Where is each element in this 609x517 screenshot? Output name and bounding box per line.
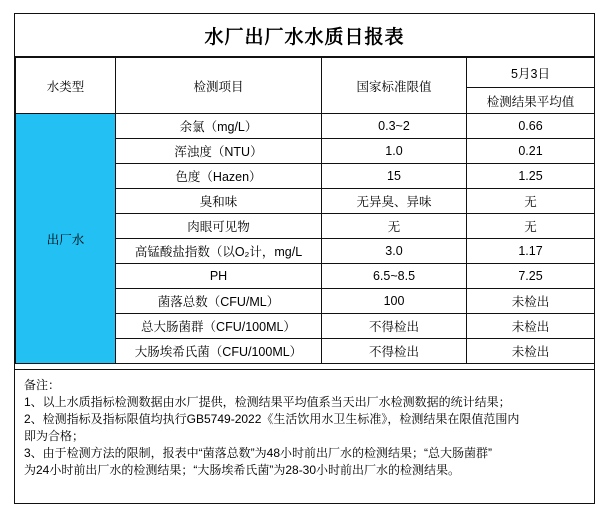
notes-section bbox=[15, 369, 594, 503]
water-quality-table bbox=[15, 57, 595, 364]
row-limit: 100 bbox=[322, 289, 467, 314]
row-result: 7.25 bbox=[467, 264, 595, 289]
table-header-row bbox=[16, 58, 595, 88]
row-limit: 无 bbox=[322, 214, 467, 239]
row-item: 大肠埃希氏菌（CFU/100ML） bbox=[116, 339, 322, 364]
header-test-item: 检测项目 bbox=[116, 58, 322, 114]
row-limit: 不得检出 bbox=[322, 314, 467, 339]
row-result: 未检出 bbox=[467, 339, 595, 364]
report-title-row bbox=[15, 14, 594, 57]
notes-line-1: 1、以上水质指标检测数据由水厂提供，检测结果平均值系当天出厂水检测数据的统计结果； bbox=[24, 395, 511, 409]
row-result: 0.21 bbox=[467, 139, 595, 164]
row-item: 总大肠菌群（CFU/100ML） bbox=[116, 314, 322, 339]
row-item: 余氯（mg/L） bbox=[116, 114, 322, 139]
water-type-value: 出厂水 bbox=[16, 114, 116, 364]
row-limit: 15 bbox=[322, 164, 467, 189]
row-item: 色度（Hazen） bbox=[116, 164, 322, 189]
row-item: PH bbox=[116, 264, 322, 289]
page-title: 水厂出厂水水质日报表 bbox=[204, 26, 405, 48]
row-limit: 3.0 bbox=[322, 239, 467, 264]
notes-line-4: 3、由于检测方法的限制，报表中“菌落总数”为48小时前出厂水的检测结果；“总大肠菌群” bbox=[24, 446, 493, 460]
row-result: 无 bbox=[467, 189, 595, 214]
row-result: 0.66 bbox=[467, 114, 595, 139]
header-water-type: 水类型 bbox=[16, 58, 116, 114]
row-result: 1.17 bbox=[467, 239, 595, 264]
report-frame bbox=[14, 13, 595, 504]
row-limit: 0.3~2 bbox=[322, 114, 467, 139]
notes-heading: 备注： bbox=[24, 378, 61, 392]
row-result: 1.25 bbox=[467, 164, 595, 189]
header-date-sub: 检测结果平均值 bbox=[467, 88, 595, 114]
table-row bbox=[16, 114, 595, 139]
row-result: 无 bbox=[467, 214, 595, 239]
notes-line-5: 为24小时前出厂水的检测结果；“大肠埃希氏菌”为28-30小时前出厂水的检测结果。 bbox=[24, 463, 461, 477]
row-limit: 6.5~8.5 bbox=[322, 264, 467, 289]
row-result: 未检出 bbox=[467, 314, 595, 339]
row-item: 浑浊度（NTU） bbox=[116, 139, 322, 164]
header-national-limit: 国家标准限值 bbox=[322, 58, 467, 114]
row-item: 菌落总数（CFU/ML） bbox=[116, 289, 322, 314]
row-item: 臭和味 bbox=[116, 189, 322, 214]
row-limit: 1.0 bbox=[322, 139, 467, 164]
row-result: 未检出 bbox=[467, 289, 595, 314]
header-date: 5月3日 bbox=[467, 58, 595, 88]
row-item: 高锰酸盐指数（以O₂计，mg/L bbox=[116, 239, 322, 264]
row-limit: 无异臭、异味 bbox=[322, 189, 467, 214]
notes-line-3: 即为合格； bbox=[24, 429, 85, 443]
row-limit: 不得检出 bbox=[322, 339, 467, 364]
row-item: 肉眼可见物 bbox=[116, 214, 322, 239]
notes-line-2: 2、检测指标及指标限值均执行GB5749-2022《生活饮用水卫生标准》，检测结果在限值范围内 bbox=[24, 412, 520, 426]
